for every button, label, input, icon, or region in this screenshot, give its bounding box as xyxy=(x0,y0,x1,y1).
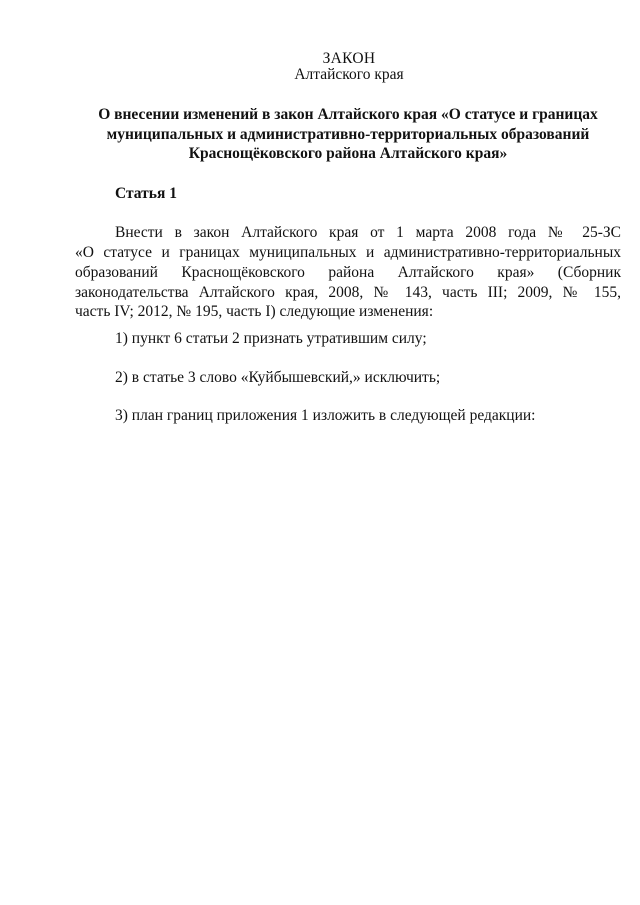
law-heading-line-2: муниципальных и административно-территориальных образований xyxy=(106,126,590,143)
intro-line-1: Внести в закон Алтайского края от 1 марта 2008 года № 25-ЗС xyxy=(115,224,621,241)
law-heading-line-1: О внесении изменений в закон Алтайского края «О статусе и границах xyxy=(98,106,598,123)
law-title: ЗАКОН xyxy=(322,50,376,67)
amendment-item-1: 1) пункт 6 статьи 2 признать утратившим силу; xyxy=(115,330,427,347)
intro-line-3: образований Краснощёковского района Алтайского края» (Сборник xyxy=(75,264,621,281)
intro-line-2: «О статусе и границах муниципальных и административно-территориальных xyxy=(75,244,621,261)
amendment-item-2: 2) в статье 3 слово «Куйбышевский,» исключить; xyxy=(115,369,441,386)
law-region: Алтайского края xyxy=(294,66,404,83)
amendment-item-3: 3) план границ приложения 1 изложить в следующей редакции: xyxy=(115,407,536,424)
intro-line-5: часть IV; 2012, № 195, часть I) следующие изменения: xyxy=(75,303,434,320)
article-title: Статья 1 xyxy=(115,185,177,202)
law-heading-line-3: Краснощёковского района Алтайского края» xyxy=(188,145,508,162)
intro-line-4: законодательства Алтайского края, 2008, № 143, часть III; 2009, № 155, xyxy=(75,284,621,301)
